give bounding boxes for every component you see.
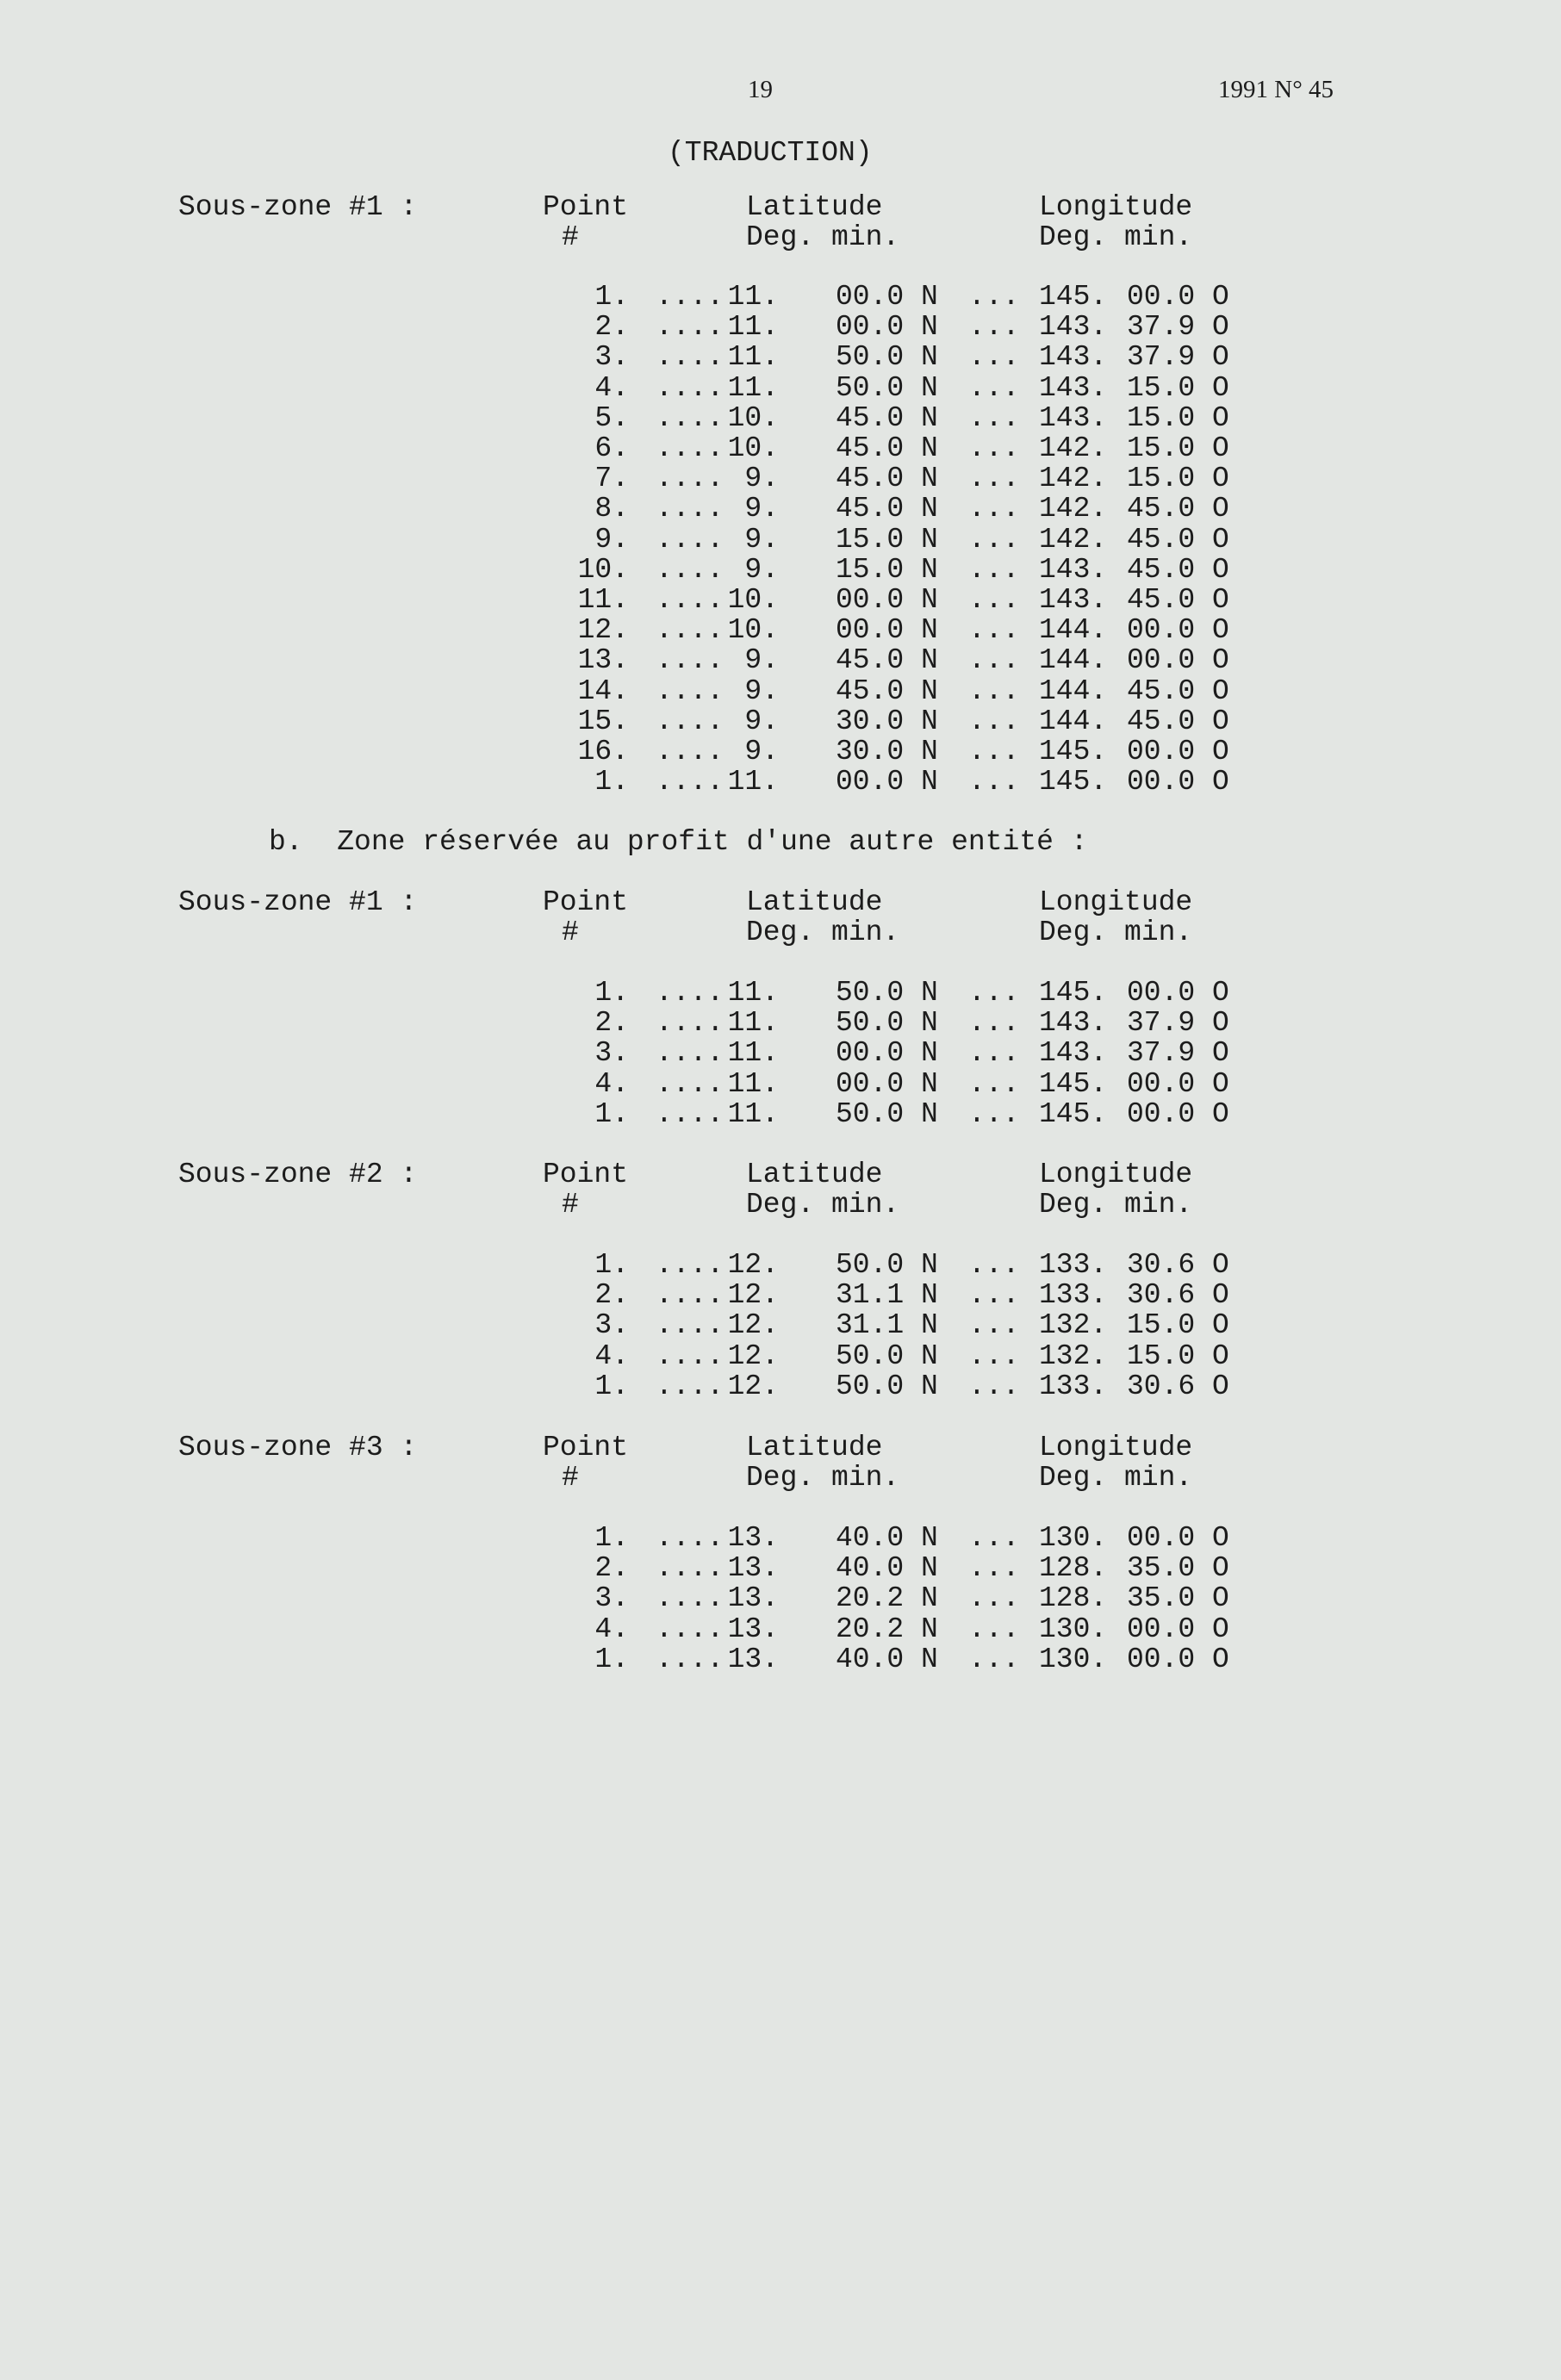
latitude-minutes: 40.0 N bbox=[836, 1552, 938, 1585]
latitude-degrees: 9. bbox=[744, 523, 779, 556]
latitude-minutes: 50.0 N bbox=[836, 977, 938, 1009]
dot-leader: .... bbox=[656, 1339, 725, 1372]
latitude-minutes: 40.0 N bbox=[836, 1522, 938, 1554]
dot-leader: .... bbox=[656, 1370, 725, 1402]
point-number: 11. bbox=[577, 584, 629, 616]
point-number: 4. bbox=[594, 1613, 629, 1645]
column-header-longitude: Longitude bbox=[1039, 886, 1193, 918]
latitude-degrees: 13. bbox=[727, 1522, 779, 1554]
dot-leader: ... bbox=[968, 584, 1020, 616]
latitude-minutes: 00.0 N bbox=[836, 766, 938, 799]
latitude-minutes: 40.0 N bbox=[836, 1643, 938, 1675]
point-number: 2. bbox=[594, 1007, 629, 1040]
latitude-minutes: 50.0 N bbox=[836, 1370, 938, 1402]
dot-leader: .... bbox=[656, 1067, 725, 1100]
dot-leader: .... bbox=[656, 371, 725, 404]
point-number: 3. bbox=[594, 1582, 629, 1615]
latitude-degrees: 11. bbox=[727, 1007, 779, 1040]
dot-leader: ... bbox=[968, 1613, 1020, 1645]
longitude-degrees: 142. bbox=[1039, 523, 1108, 556]
dot-leader: .... bbox=[656, 401, 725, 434]
longitude-degrees: 145. bbox=[1039, 1097, 1108, 1130]
latitude-degrees: 9. bbox=[744, 463, 779, 495]
column-header-lat-degmin: Deg. min. bbox=[746, 1189, 900, 1221]
column-header-latitude: Latitude bbox=[746, 1159, 883, 1190]
dot-leader: ... bbox=[968, 553, 1020, 586]
longitude-degrees: 145. bbox=[1039, 766, 1108, 799]
longitude-degrees: 133. bbox=[1039, 1249, 1108, 1281]
column-header-point: Point bbox=[543, 1159, 629, 1190]
page-number: 19 bbox=[748, 76, 773, 103]
document-title: (TRADUCTION) bbox=[668, 137, 873, 169]
latitude-degrees: 13. bbox=[727, 1643, 779, 1675]
latitude-minutes: 15.0 N bbox=[836, 523, 938, 556]
latitude-degrees: 12. bbox=[727, 1249, 779, 1281]
longitude-degrees: 130. bbox=[1039, 1643, 1108, 1675]
longitude-minutes: 45.0 O bbox=[1127, 523, 1229, 556]
longitude-minutes: 30.6 O bbox=[1127, 1249, 1229, 1281]
latitude-minutes: 50.0 N bbox=[836, 341, 938, 374]
dot-leader: ... bbox=[968, 371, 1020, 404]
longitude-minutes: 37.9 O bbox=[1127, 311, 1229, 344]
latitude-degrees: 11. bbox=[727, 1037, 779, 1070]
column-header-hash: # bbox=[562, 1189, 579, 1221]
dot-leader: .... bbox=[656, 432, 725, 464]
point-number: 7. bbox=[594, 463, 629, 495]
point-number: 1. bbox=[594, 1643, 629, 1675]
dot-leader: ... bbox=[968, 341, 1020, 374]
dot-leader: .... bbox=[656, 736, 725, 767]
longitude-minutes: 30.6 O bbox=[1127, 1279, 1229, 1312]
latitude-degrees: 10. bbox=[727, 614, 779, 647]
dot-leader: ... bbox=[968, 1007, 1020, 1040]
column-header-latitude: Latitude bbox=[746, 886, 883, 918]
dot-leader: .... bbox=[656, 1582, 725, 1615]
dot-leader: .... bbox=[656, 1643, 725, 1675]
longitude-degrees: 143. bbox=[1039, 401, 1108, 434]
longitude-degrees: 143. bbox=[1039, 311, 1108, 344]
column-header-lon-degmin: Deg. min. bbox=[1039, 221, 1193, 254]
dot-leader: .... bbox=[656, 977, 725, 1009]
longitude-degrees: 128. bbox=[1039, 1582, 1108, 1615]
dot-leader: ... bbox=[968, 705, 1020, 737]
longitude-minutes: 37.9 O bbox=[1127, 1007, 1229, 1040]
longitude-minutes: 15.0 O bbox=[1127, 371, 1229, 404]
longitude-minutes: 00.0 O bbox=[1127, 766, 1229, 799]
latitude-minutes: 15.0 N bbox=[836, 553, 938, 586]
point-number: 1. bbox=[594, 1097, 629, 1130]
latitude-minutes: 45.0 N bbox=[836, 674, 938, 707]
latitude-degrees: 10. bbox=[727, 401, 779, 434]
longitude-degrees: 144. bbox=[1039, 644, 1108, 677]
dot-leader: .... bbox=[656, 1097, 725, 1130]
section-heading: b. Zone réservée au profit d'une autre entité : bbox=[269, 826, 1088, 858]
latitude-minutes: 50.0 N bbox=[836, 1007, 938, 1040]
point-number: 10. bbox=[577, 553, 629, 586]
dot-leader: ... bbox=[968, 493, 1020, 525]
longitude-degrees: 144. bbox=[1039, 705, 1108, 737]
column-header-lon-degmin: Deg. min. bbox=[1039, 1189, 1193, 1221]
dot-leader: ... bbox=[968, 1309, 1020, 1342]
dot-leader: ... bbox=[968, 766, 1020, 799]
longitude-degrees: 130. bbox=[1039, 1613, 1108, 1645]
dot-leader: ... bbox=[968, 311, 1020, 344]
dot-leader: ... bbox=[968, 1552, 1020, 1585]
dot-leader: .... bbox=[656, 1007, 725, 1040]
subzone-label: Sous-zone #2 : bbox=[178, 1159, 418, 1190]
longitude-degrees: 132. bbox=[1039, 1309, 1108, 1342]
longitude-degrees: 145. bbox=[1039, 977, 1108, 1009]
longitude-degrees: 145. bbox=[1039, 1067, 1108, 1100]
dot-leader: .... bbox=[656, 493, 725, 525]
longitude-degrees: 145. bbox=[1039, 281, 1108, 313]
point-number: 9. bbox=[594, 523, 629, 556]
longitude-minutes: 15.0 O bbox=[1127, 463, 1229, 495]
longitude-degrees: 143. bbox=[1039, 584, 1108, 616]
column-header-lat-degmin: Deg. min. bbox=[746, 221, 900, 254]
dot-leader: ... bbox=[968, 463, 1020, 495]
column-header-latitude: Latitude bbox=[746, 1432, 883, 1463]
latitude-degrees: 13. bbox=[727, 1582, 779, 1615]
dot-leader: ... bbox=[968, 1037, 1020, 1070]
dot-leader: .... bbox=[656, 281, 725, 313]
latitude-degrees: 9. bbox=[744, 644, 779, 677]
latitude-minutes: 00.0 N bbox=[836, 311, 938, 344]
longitude-degrees: 145. bbox=[1039, 736, 1108, 767]
longitude-minutes: 15.0 O bbox=[1127, 432, 1229, 464]
latitude-minutes: 00.0 N bbox=[836, 1037, 938, 1070]
column-header-latitude: Latitude bbox=[746, 191, 883, 223]
dot-leader: .... bbox=[656, 674, 725, 707]
longitude-degrees: 142. bbox=[1039, 463, 1108, 495]
dot-leader: ... bbox=[968, 401, 1020, 434]
longitude-minutes: 00.0 O bbox=[1127, 1097, 1229, 1130]
latitude-minutes: 20.2 N bbox=[836, 1613, 938, 1645]
longitude-degrees: 132. bbox=[1039, 1339, 1108, 1372]
latitude-minutes: 20.2 N bbox=[836, 1582, 938, 1615]
point-number: 2. bbox=[594, 1552, 629, 1585]
dot-leader: .... bbox=[656, 1037, 725, 1070]
longitude-minutes: 45.0 O bbox=[1127, 553, 1229, 586]
point-number: 1. bbox=[594, 977, 629, 1009]
latitude-minutes: 00.0 N bbox=[836, 281, 938, 313]
dot-leader: .... bbox=[656, 311, 725, 344]
latitude-degrees: 12. bbox=[727, 1279, 779, 1312]
point-number: 1. bbox=[594, 1249, 629, 1281]
latitude-minutes: 45.0 N bbox=[836, 644, 938, 677]
point-number: 15. bbox=[577, 705, 629, 737]
longitude-minutes: 00.0 O bbox=[1127, 614, 1229, 647]
latitude-minutes: 50.0 N bbox=[836, 1097, 938, 1130]
longitude-minutes: 00.0 O bbox=[1127, 977, 1229, 1009]
dot-leader: .... bbox=[656, 1249, 725, 1281]
longitude-degrees: 133. bbox=[1039, 1370, 1108, 1402]
latitude-degrees: 13. bbox=[727, 1613, 779, 1645]
dot-leader: .... bbox=[656, 523, 725, 556]
point-number: 13. bbox=[577, 644, 629, 677]
dot-leader: ... bbox=[968, 1370, 1020, 1402]
point-number: 1. bbox=[594, 766, 629, 799]
longitude-degrees: 142. bbox=[1039, 493, 1108, 525]
longitude-minutes: 00.0 O bbox=[1127, 1613, 1229, 1645]
latitude-minutes: 31.1 N bbox=[836, 1309, 938, 1342]
latitude-degrees: 9. bbox=[744, 736, 779, 767]
point-number: 12. bbox=[577, 614, 629, 647]
point-number: 1. bbox=[594, 1370, 629, 1402]
dot-leader: ... bbox=[968, 1582, 1020, 1615]
latitude-degrees: 11. bbox=[727, 1097, 779, 1130]
longitude-degrees: 144. bbox=[1039, 674, 1108, 707]
point-number: 3. bbox=[594, 1037, 629, 1070]
point-number: 2. bbox=[594, 1279, 629, 1312]
dot-leader: ... bbox=[968, 1522, 1020, 1554]
dot-leader: .... bbox=[656, 584, 725, 616]
dot-leader: .... bbox=[656, 644, 725, 677]
point-number: 4. bbox=[594, 1067, 629, 1100]
latitude-degrees: 11. bbox=[727, 281, 779, 313]
column-header-lon-degmin: Deg. min. bbox=[1039, 1462, 1193, 1494]
column-header-longitude: Longitude bbox=[1039, 191, 1193, 223]
dot-leader: ... bbox=[968, 977, 1020, 1009]
subzone-label: Sous-zone #1 : bbox=[178, 191, 418, 223]
longitude-degrees: 143. bbox=[1039, 1037, 1108, 1070]
longitude-minutes: 35.0 O bbox=[1127, 1582, 1229, 1615]
column-header-lon-degmin: Deg. min. bbox=[1039, 917, 1193, 949]
column-header-lat-degmin: Deg. min. bbox=[746, 917, 900, 949]
latitude-minutes: 45.0 N bbox=[836, 401, 938, 434]
point-number: 6. bbox=[594, 432, 629, 464]
longitude-minutes: 15.0 O bbox=[1127, 401, 1229, 434]
dot-leader: .... bbox=[656, 1279, 725, 1312]
longitude-degrees: 143. bbox=[1039, 371, 1108, 404]
point-number: 3. bbox=[594, 1309, 629, 1342]
longitude-degrees: 144. bbox=[1039, 614, 1108, 647]
subzone-label: Sous-zone #1 : bbox=[178, 886, 418, 918]
dot-leader: ... bbox=[968, 1339, 1020, 1372]
latitude-degrees: 12. bbox=[727, 1309, 779, 1342]
column-header-hash: # bbox=[562, 917, 579, 949]
longitude-degrees: 143. bbox=[1039, 341, 1108, 374]
longitude-minutes: 15.0 O bbox=[1127, 1339, 1229, 1372]
latitude-degrees: 9. bbox=[744, 553, 779, 586]
latitude-minutes: 00.0 N bbox=[836, 614, 938, 647]
column-header-hash: # bbox=[562, 1462, 579, 1494]
longitude-minutes: 30.6 O bbox=[1127, 1370, 1229, 1402]
dot-leader: ... bbox=[968, 523, 1020, 556]
dot-leader: .... bbox=[656, 1522, 725, 1554]
longitude-degrees: 143. bbox=[1039, 1007, 1108, 1040]
dot-leader: ... bbox=[968, 1643, 1020, 1675]
latitude-degrees: 9. bbox=[744, 705, 779, 737]
dot-leader: ... bbox=[968, 1097, 1020, 1130]
latitude-degrees: 12. bbox=[727, 1370, 779, 1402]
longitude-degrees: 128. bbox=[1039, 1552, 1108, 1585]
dot-leader: .... bbox=[656, 463, 725, 495]
point-number: 2. bbox=[594, 311, 629, 344]
longitude-minutes: 00.0 O bbox=[1127, 1522, 1229, 1554]
latitude-minutes: 50.0 N bbox=[836, 371, 938, 404]
point-number: 14. bbox=[577, 674, 629, 707]
longitude-minutes: 15.0 O bbox=[1127, 1309, 1229, 1342]
point-number: 4. bbox=[594, 371, 629, 404]
longitude-minutes: 37.9 O bbox=[1127, 341, 1229, 374]
longitude-minutes: 00.0 O bbox=[1127, 736, 1229, 767]
dot-leader: ... bbox=[968, 614, 1020, 647]
latitude-minutes: 45.0 N bbox=[836, 493, 938, 525]
dot-leader: ... bbox=[968, 281, 1020, 313]
dot-leader: .... bbox=[656, 341, 725, 374]
dot-leader: ... bbox=[968, 1249, 1020, 1281]
latitude-degrees: 10. bbox=[727, 584, 779, 616]
latitude-degrees: 11. bbox=[727, 311, 779, 344]
latitude-degrees: 10. bbox=[727, 432, 779, 464]
latitude-minutes: 50.0 N bbox=[836, 1249, 938, 1281]
longitude-minutes: 00.0 O bbox=[1127, 1643, 1229, 1675]
latitude-minutes: 30.0 N bbox=[836, 705, 938, 737]
latitude-minutes: 45.0 N bbox=[836, 463, 938, 495]
point-number: 16. bbox=[577, 736, 629, 767]
latitude-degrees: 11. bbox=[727, 977, 779, 1009]
longitude-minutes: 00.0 O bbox=[1127, 644, 1229, 677]
point-number: 1. bbox=[594, 1522, 629, 1554]
point-number: 5. bbox=[594, 401, 629, 434]
dot-leader: .... bbox=[656, 1613, 725, 1645]
dot-leader: ... bbox=[968, 736, 1020, 767]
column-header-point: Point bbox=[543, 191, 629, 223]
column-header-lat-degmin: Deg. min. bbox=[746, 1462, 900, 1494]
dot-leader: ... bbox=[968, 1067, 1020, 1100]
dot-leader: .... bbox=[656, 614, 725, 647]
subzone-label: Sous-zone #3 : bbox=[178, 1432, 418, 1463]
longitude-minutes: 45.0 O bbox=[1127, 674, 1229, 707]
dot-leader: .... bbox=[656, 705, 725, 737]
dot-leader: ... bbox=[968, 1279, 1020, 1312]
longitude-degrees: 130. bbox=[1039, 1522, 1108, 1554]
longitude-degrees: 142. bbox=[1039, 432, 1108, 464]
dot-leader: .... bbox=[656, 553, 725, 586]
latitude-degrees: 11. bbox=[727, 341, 779, 374]
longitude-degrees: 143. bbox=[1039, 553, 1108, 586]
column-header-hash: # bbox=[562, 221, 579, 254]
point-number: 1. bbox=[594, 281, 629, 313]
dot-leader: .... bbox=[656, 766, 725, 799]
point-number: 4. bbox=[594, 1339, 629, 1372]
gazette-reference: 1991 N° 45 bbox=[1218, 76, 1334, 103]
latitude-minutes: 00.0 N bbox=[836, 1067, 938, 1100]
longitude-minutes: 00.0 O bbox=[1127, 281, 1229, 313]
longitude-minutes: 00.0 O bbox=[1127, 1067, 1229, 1100]
dot-leader: ... bbox=[968, 674, 1020, 707]
dot-leader: ... bbox=[968, 644, 1020, 677]
dot-leader: .... bbox=[656, 1552, 725, 1585]
point-number: 8. bbox=[594, 493, 629, 525]
latitude-minutes: 00.0 N bbox=[836, 584, 938, 616]
column-header-longitude: Longitude bbox=[1039, 1159, 1193, 1190]
latitude-minutes: 45.0 N bbox=[836, 432, 938, 464]
column-header-point: Point bbox=[543, 1432, 629, 1463]
column-header-point: Point bbox=[543, 886, 629, 918]
dot-leader: ... bbox=[968, 432, 1020, 464]
longitude-degrees: 133. bbox=[1039, 1279, 1108, 1312]
point-number: 3. bbox=[594, 341, 629, 374]
longitude-minutes: 45.0 O bbox=[1127, 584, 1229, 616]
latitude-degrees: 11. bbox=[727, 371, 779, 404]
latitude-degrees: 9. bbox=[744, 674, 779, 707]
longitude-minutes: 35.0 O bbox=[1127, 1552, 1229, 1585]
longitude-minutes: 37.9 O bbox=[1127, 1037, 1229, 1070]
latitude-degrees: 11. bbox=[727, 1067, 779, 1100]
latitude-degrees: 11. bbox=[727, 766, 779, 799]
latitude-minutes: 31.1 N bbox=[836, 1279, 938, 1312]
latitude-degrees: 12. bbox=[727, 1339, 779, 1372]
longitude-minutes: 45.0 O bbox=[1127, 493, 1229, 525]
latitude-degrees: 9. bbox=[744, 493, 779, 525]
latitude-minutes: 30.0 N bbox=[836, 736, 938, 767]
dot-leader: .... bbox=[656, 1309, 725, 1342]
longitude-minutes: 45.0 O bbox=[1127, 705, 1229, 737]
column-header-longitude: Longitude bbox=[1039, 1432, 1193, 1463]
latitude-minutes: 50.0 N bbox=[836, 1339, 938, 1372]
latitude-degrees: 13. bbox=[727, 1552, 779, 1585]
